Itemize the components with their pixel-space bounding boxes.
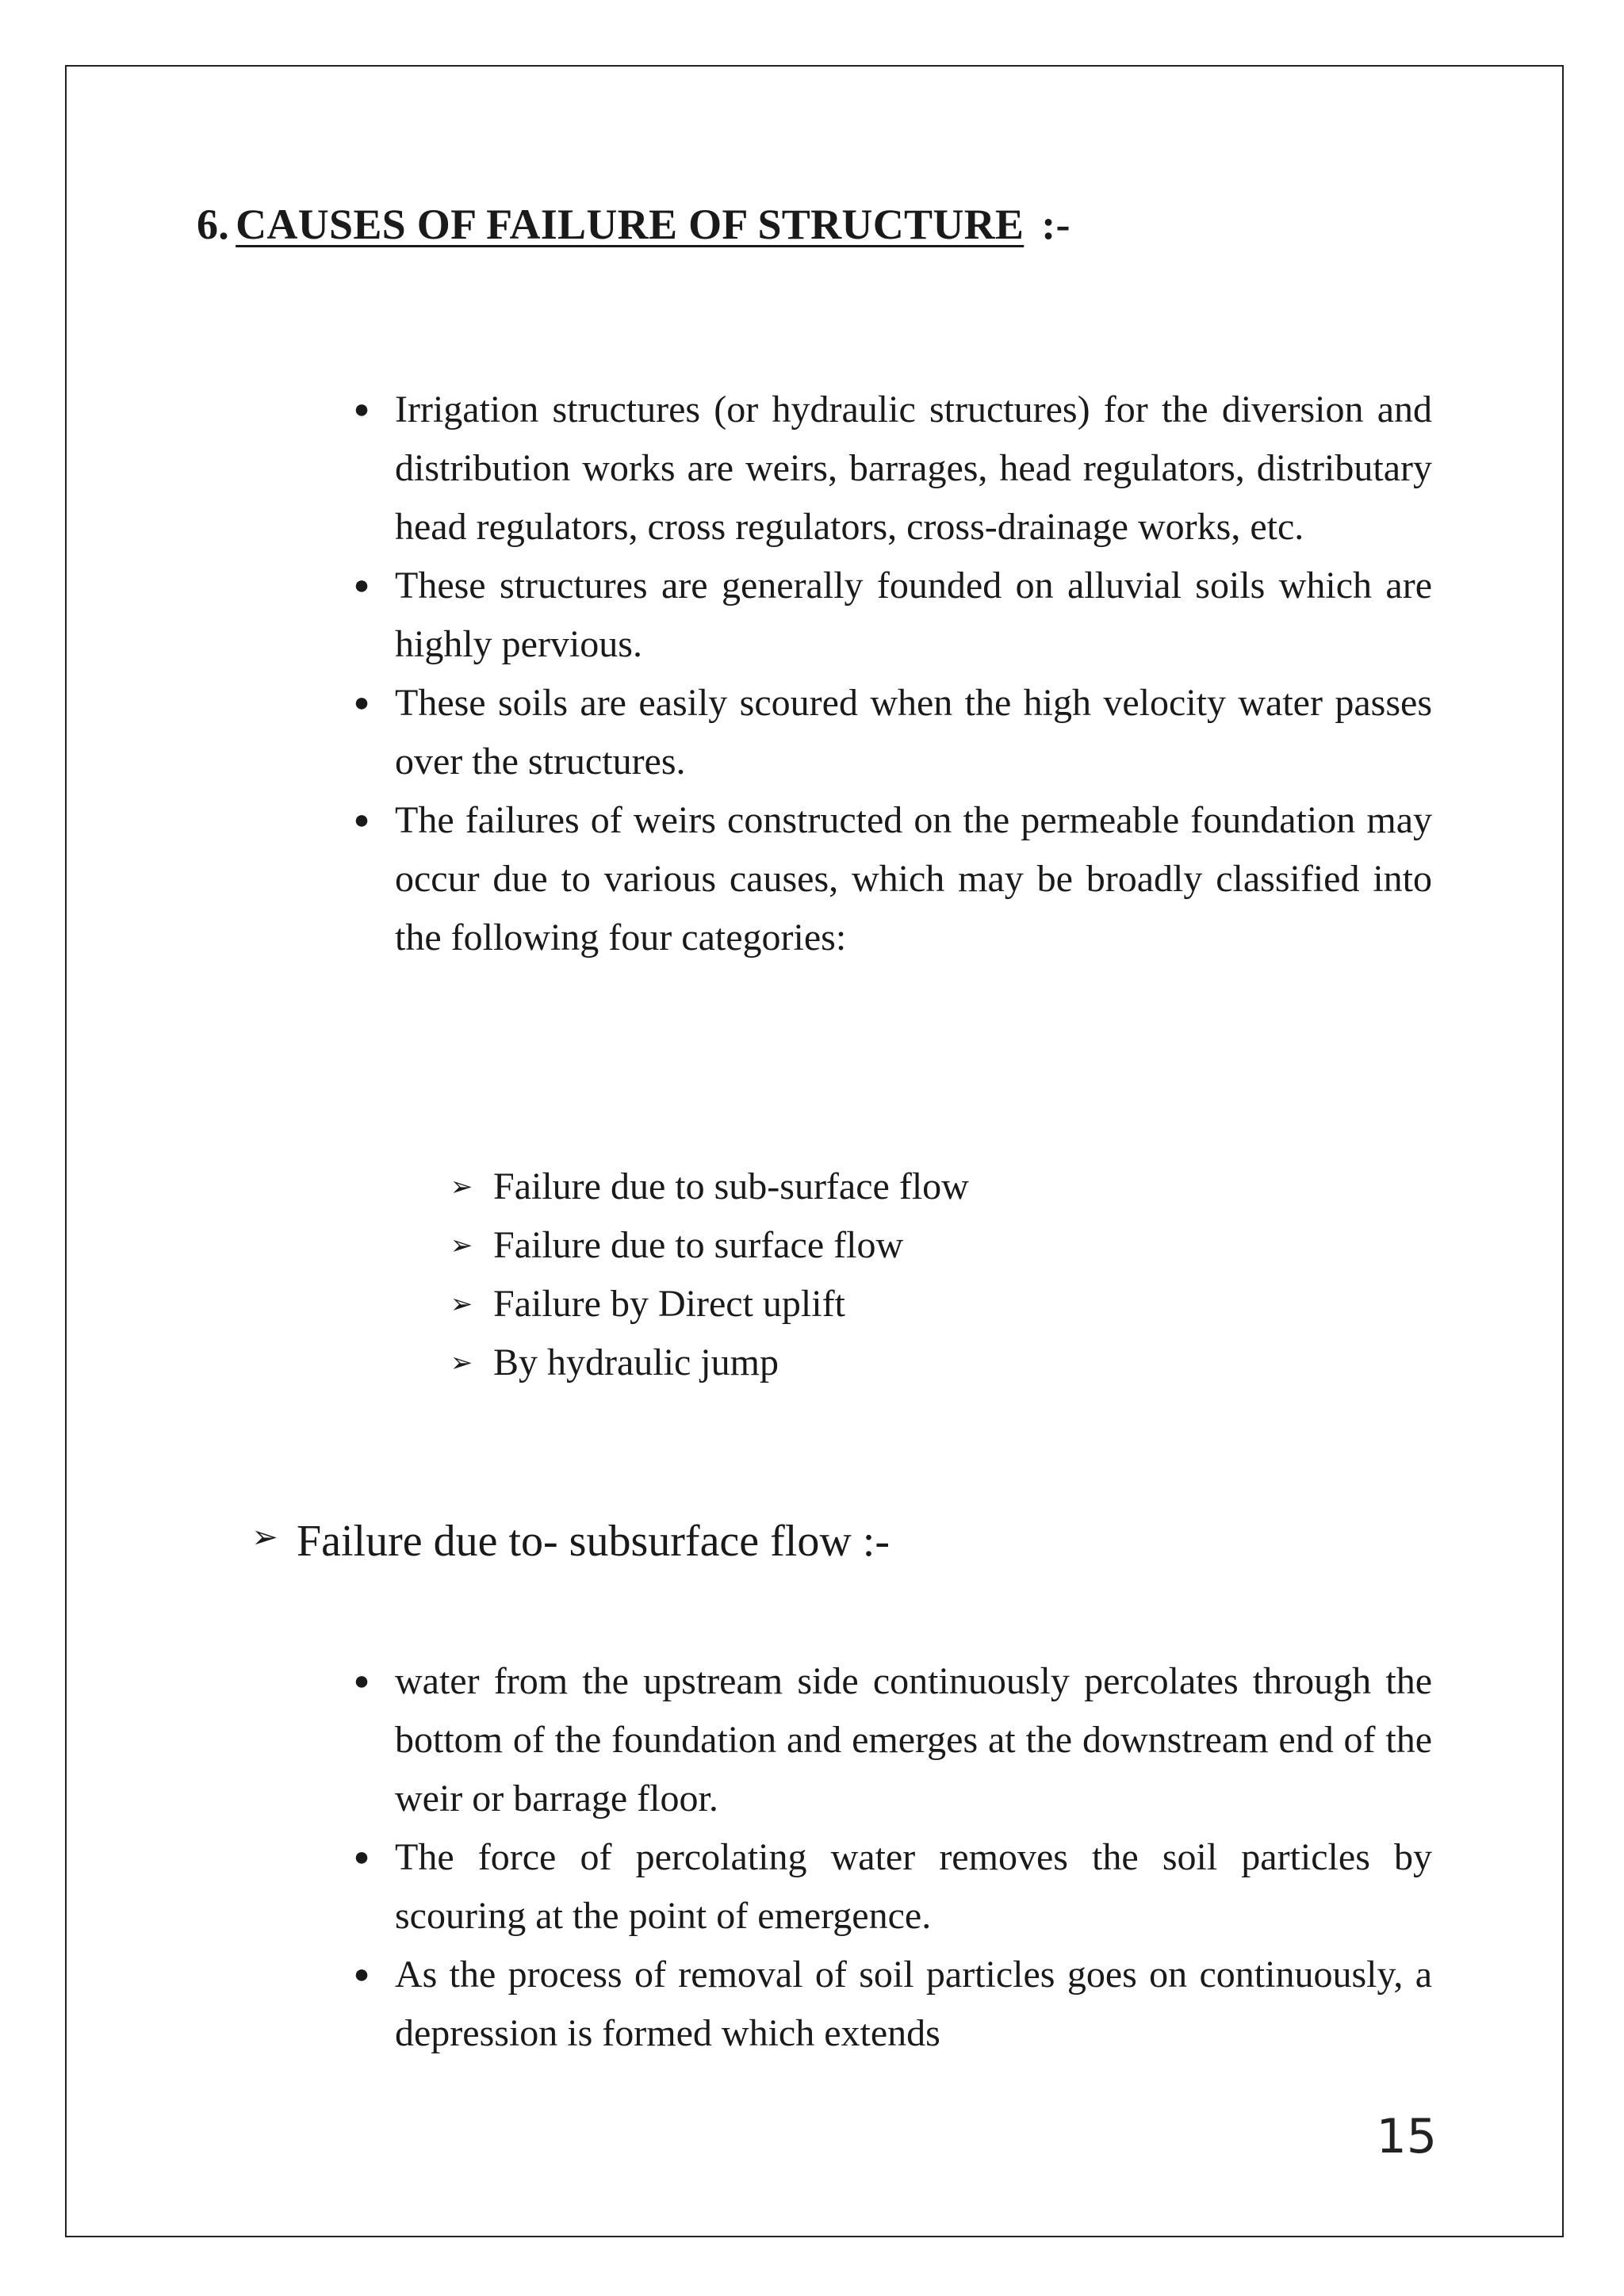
list-item xyxy=(347,1828,1432,1946)
bullet-icon: ● xyxy=(353,1843,370,1872)
bullet-text: The force of percolating water removes the soil particles by scouring at the point of emergence. xyxy=(395,1836,1432,1937)
list-item xyxy=(444,1334,969,1392)
bullet-icon: ● xyxy=(353,571,370,600)
category-text: Failure due to surface flow xyxy=(493,1224,904,1266)
page-number: 15 xyxy=(1376,2109,1437,2164)
list-item xyxy=(347,557,1432,674)
bullet-icon: ● xyxy=(353,688,370,718)
list-item xyxy=(444,1275,969,1334)
bullet-text: water from the upstream side continuously percolates through the bottom of the foundation and emerges at the downstream end of the weir or barrage floor. xyxy=(395,1660,1432,1820)
bullet-text: These soils are easily scoured when the high velocity water passes over the structures. xyxy=(395,682,1432,783)
list-item xyxy=(347,1946,1432,2063)
arrow-bullet-icon: ➢ xyxy=(450,1230,473,1261)
bullet-text: These structures are generally founded on alluvial soils which are highly pervious. xyxy=(395,564,1432,665)
category-text: Failure by Direct uplift xyxy=(493,1283,845,1325)
list-item xyxy=(347,791,1432,967)
section-title-suffix: :- xyxy=(1041,201,1071,248)
bullet-text: The failures of weirs constructed on the permeable foundation may occur due to various causes, which may be broadly classified into the following four categories: xyxy=(395,799,1432,959)
section-number: 6. xyxy=(197,201,230,248)
category-text: By hydraulic jump xyxy=(493,1341,779,1383)
category-text: Failure due to sub-surface flow xyxy=(493,1165,969,1207)
arrow-bullet-icon: ➢ xyxy=(251,1519,278,1556)
list-item xyxy=(444,1158,969,1216)
arrow-bullet-icon: ➢ xyxy=(450,1347,473,1379)
subsection-heading xyxy=(247,1516,890,1567)
arrow-bullet-icon: ➢ xyxy=(450,1171,473,1203)
section-title: CAUSES OF FAILURE OF STRUCTURE xyxy=(236,201,1025,248)
list-item xyxy=(347,381,1432,557)
list-item xyxy=(347,674,1432,791)
section-heading xyxy=(197,200,1071,249)
bullet-text: Irrigation structures (or hydraulic structures) for the diversion and distribution works are weirs, barrages, head regulators, distributary head regulators, cross regulators, cross-drainage works, etc. xyxy=(395,388,1432,548)
bullet-icon: ● xyxy=(353,395,370,424)
failure-categories-list xyxy=(444,1158,969,1392)
list-item xyxy=(444,1216,969,1275)
bullet-icon: ● xyxy=(353,1960,370,1989)
arrow-bullet-icon: ➢ xyxy=(450,1288,473,1320)
subsection-title: Failure due to- subsurface flow :- xyxy=(297,1517,890,1566)
bullet-icon: ● xyxy=(353,806,370,835)
bullet-icon: ● xyxy=(353,1667,370,1696)
intro-bullet-list xyxy=(347,381,1432,967)
list-item xyxy=(347,1652,1432,1828)
subsurface-bullet-list xyxy=(347,1652,1432,2063)
bullet-text: As the process of removal of soil particles goes on continuously, a depression is formed which extends xyxy=(395,1954,1432,2054)
